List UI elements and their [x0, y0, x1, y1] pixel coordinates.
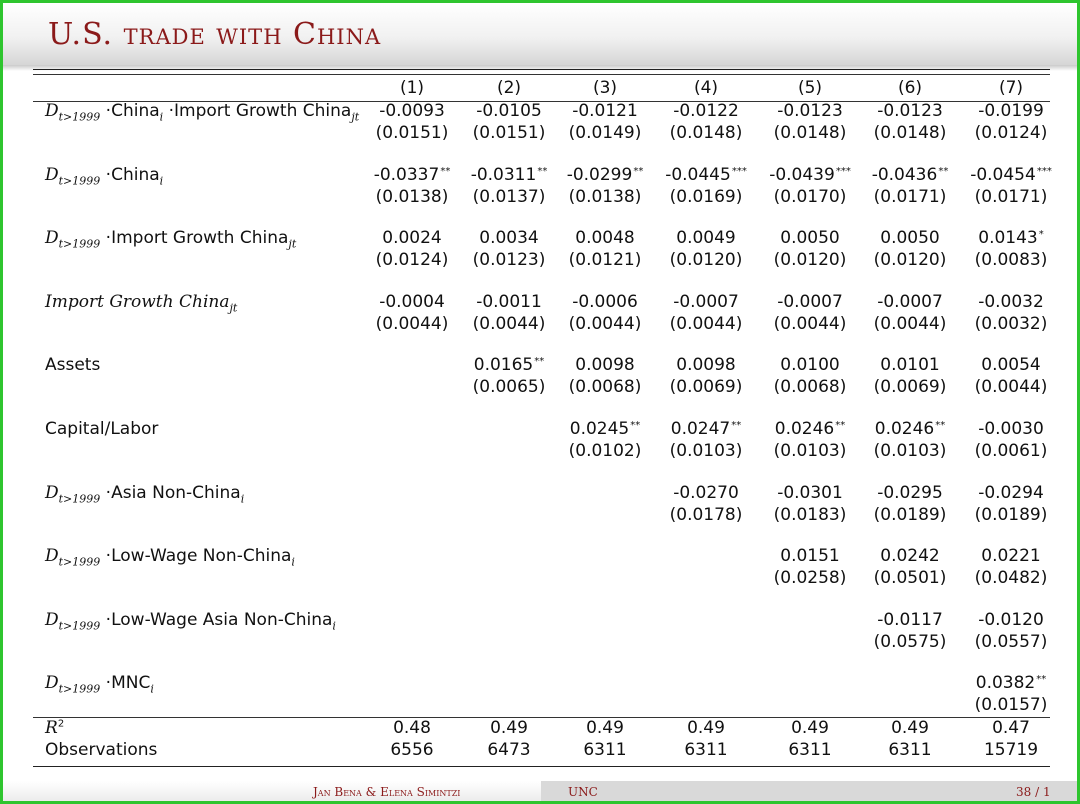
coefficient-cell: -0.0006: [572, 291, 638, 312]
title-shadow: [3, 65, 1077, 71]
slide-title: U.S. trade with China: [48, 17, 382, 52]
coefficient-cell: 0.0024: [382, 228, 442, 249]
standard-error-cell: (0.0138): [568, 186, 642, 207]
coefficient-cell: -0.0120: [978, 609, 1044, 630]
standard-error-cell: (0.0044): [472, 313, 546, 334]
coefficient-cell: -0.0122: [673, 101, 739, 121]
standard-error-cell: (0.0103): [873, 441, 947, 461]
footer-page-number: 38 / 1: [1016, 785, 1051, 799]
standard-error-cell: (0.0171): [974, 186, 1048, 207]
coefficient-cell: -0.0004: [379, 291, 445, 312]
coefficient-cell: 0.0165**: [473, 355, 545, 376]
coefficient-cell: -0.0445***: [665, 164, 747, 185]
standard-error-cell: (0.0151): [472, 123, 546, 143]
slide-title-bar: [3, 3, 1077, 65]
r-squared-cell: 0.49: [586, 718, 624, 738]
coefficient-cell: -0.0123: [877, 101, 943, 121]
standard-error-cell: (0.0171): [873, 186, 947, 207]
footer-institution: UNC: [568, 785, 598, 799]
standard-error-cell: (0.0151): [375, 123, 449, 143]
coefficient-cell: -0.0105: [476, 101, 542, 121]
standard-error-cell: (0.0044): [974, 377, 1048, 398]
coefficient-cell: -0.0439***: [769, 164, 851, 185]
coefficient-cell: 0.0100: [780, 355, 840, 376]
standard-error-cell: (0.0068): [568, 377, 642, 398]
coefficient-cell: 0.0054: [981, 355, 1041, 376]
coefficient-cell: -0.0199: [978, 101, 1044, 121]
row-label: Assets: [45, 355, 101, 376]
table-rule: [33, 74, 1050, 75]
coefficient-cell: 0.0101: [880, 355, 940, 376]
standard-error-cell: (0.0258): [773, 568, 847, 589]
slide-footer: [3, 781, 1077, 801]
coefficient-cell: 0.0098: [575, 355, 635, 376]
coefficient-cell: 0.0098: [676, 355, 736, 376]
observations-cell: 6311: [684, 740, 728, 760]
coefficient-cell: 0.0050: [780, 228, 840, 249]
coefficient-cell: -0.0030: [978, 419, 1044, 439]
standard-error-cell: (0.0124): [974, 123, 1048, 143]
coefficient-cell: -0.0301: [777, 482, 843, 503]
observations-cell: 6473: [487, 740, 531, 760]
observations-cell: 6311: [583, 740, 627, 760]
row-label: Capital/Labor: [45, 419, 159, 439]
standard-error-cell: (0.0189): [873, 504, 947, 525]
coefficient-cell: -0.0123: [777, 101, 843, 121]
standard-error-cell: (0.0069): [873, 377, 947, 398]
standard-error-cell: (0.0482): [974, 568, 1048, 589]
standard-error-cell: (0.0044): [375, 313, 449, 334]
coefficient-cell: 0.0245**: [569, 419, 641, 439]
standard-error-cell: (0.0121): [568, 250, 642, 271]
r-squared-cell: 0.49: [891, 718, 929, 738]
r-squared-cell: 0.49: [687, 718, 725, 738]
coefficient-cell: -0.0093: [379, 101, 445, 121]
coefficient-cell: 0.0143*: [978, 228, 1044, 249]
standard-error-cell: (0.0120): [669, 250, 743, 271]
coefficient-cell: 0.0246**: [874, 419, 946, 439]
coefficient-cell: 0.0242: [880, 546, 940, 567]
coefficient-cell: -0.0007: [877, 291, 943, 312]
standard-error-cell: (0.0124): [375, 250, 449, 271]
coefficient-cell: -0.0454***: [970, 164, 1052, 185]
table-rule: [33, 69, 1050, 70]
row-label: $D_{t>1999}$ ·Import Growth China$_{jt}$: [45, 228, 297, 251]
standard-error-cell: (0.0069): [669, 377, 743, 398]
coefficient-cell: 0.0050: [880, 228, 940, 249]
coefficient-cell: 0.0221: [981, 546, 1041, 567]
coefficient-cell: 0.0247**: [670, 419, 742, 439]
row-label: $D_{t>1999} \cdot MNC_i$: [45, 673, 154, 696]
standard-error-cell: (0.0183): [773, 504, 847, 525]
observations-cell: 6311: [788, 740, 832, 760]
standard-error-cell: (0.0137): [472, 186, 546, 207]
standard-error-cell: (0.0044): [669, 313, 743, 334]
standard-error-cell: (0.0501): [873, 568, 947, 589]
standard-error-cell: (0.0083): [974, 250, 1048, 271]
standard-error-cell: (0.0044): [873, 313, 947, 334]
column-header: (1): [399, 78, 425, 98]
footer-right: [541, 781, 1077, 801]
coefficient-cell: -0.0337**: [373, 164, 451, 185]
standard-error-cell: (0.0044): [773, 313, 847, 334]
standard-error-cell: (0.0032): [974, 313, 1048, 334]
column-header: (4): [693, 78, 719, 98]
row-label: $D_{t>1999}$ ·China$_i$ ·Import Growth China$_{jt}$: [45, 101, 360, 124]
row-label: $D_{t>1999}$ ·Asia Non-China$_i$: [45, 482, 245, 505]
standard-error-cell: (0.0149): [568, 123, 642, 143]
standard-error-cell: (0.0575): [873, 631, 947, 652]
r-squared-label: $R^2$: [45, 718, 65, 738]
row-label: $D_{t>1999}$ ·Low-Wage Asia Non-China$_i$: [45, 609, 336, 633]
standard-error-cell: (0.0189): [974, 504, 1048, 525]
table-rule: [33, 766, 1050, 767]
footer-authors: Jan Bena & Elena Simintzi: [313, 785, 461, 799]
column-header: (7): [998, 78, 1024, 98]
standard-error-cell: (0.0044): [568, 313, 642, 334]
standard-error-cell: (0.0061): [974, 441, 1048, 461]
coefficient-cell: 0.0382**: [975, 673, 1047, 694]
standard-error-cell: (0.0103): [773, 441, 847, 461]
standard-error-cell: (0.0148): [873, 123, 947, 143]
column-header: (6): [897, 78, 923, 98]
standard-error-cell: (0.0103): [669, 441, 743, 461]
standard-error-cell: (0.0148): [669, 123, 743, 143]
row-label: Import Growth China$_{jt}$: [45, 291, 238, 315]
observations-cell: 6556: [390, 740, 434, 760]
r-squared-cell: 0.49: [490, 718, 528, 738]
coefficient-cell: -0.0007: [673, 291, 739, 312]
standard-error-cell: (0.0557): [974, 631, 1048, 652]
coefficient-cell: -0.0295: [877, 482, 943, 503]
observations-cell: 15719: [983, 740, 1039, 760]
r-squared-cell: 0.47: [992, 718, 1030, 738]
coefficient-cell: -0.0011: [476, 291, 542, 312]
standard-error-cell: (0.0068): [773, 377, 847, 398]
r-squared-cell: 0.48: [393, 718, 431, 738]
coefficient-cell: -0.0117: [877, 609, 943, 630]
coefficient-cell: -0.0294: [978, 482, 1044, 503]
coefficient-cell: 0.0049: [676, 228, 736, 249]
standard-error-cell: (0.0123): [472, 250, 546, 271]
coefficient-cell: 0.0034: [479, 228, 539, 249]
row-label: $D_{t>1999}$ ·Low-Wage Non-China$_i$: [45, 546, 295, 569]
standard-error-cell: (0.0120): [773, 250, 847, 271]
r-squared-cell: 0.49: [791, 718, 829, 738]
coefficient-cell: -0.0007: [777, 291, 843, 312]
standard-error-cell: (0.0065): [472, 377, 546, 398]
row-label: $D_{t>1999}$ ·China$_i$: [45, 164, 164, 187]
coefficient-cell: 0.0151: [780, 546, 840, 567]
coefficient-cell: -0.0436**: [871, 164, 949, 185]
observations-cell: 6311: [888, 740, 932, 760]
standard-error-cell: (0.0178): [669, 504, 743, 525]
standard-error-cell: (0.0170): [773, 186, 847, 207]
coefficient-cell: 0.0048: [575, 228, 635, 249]
observations-label: Observations: [45, 740, 158, 760]
standard-error-cell: (0.0157): [974, 695, 1048, 716]
standard-error-cell: (0.0102): [568, 441, 642, 461]
standard-error-cell: (0.0138): [375, 186, 449, 207]
column-header: (5): [797, 78, 823, 98]
coefficient-cell: -0.0270: [673, 482, 739, 503]
coefficient-cell: 0.0246**: [774, 419, 846, 439]
coefficient-cell: -0.0299**: [566, 164, 644, 185]
column-header: (3): [592, 78, 618, 98]
coefficient-cell: -0.0311**: [470, 164, 548, 185]
coefficient-cell: -0.0121: [572, 101, 638, 121]
standard-error-cell: (0.0148): [773, 123, 847, 143]
coefficient-cell: -0.0032: [978, 291, 1044, 312]
standard-error-cell: (0.0169): [669, 186, 743, 207]
column-header: (2): [496, 78, 522, 98]
standard-error-cell: (0.0120): [873, 250, 947, 271]
